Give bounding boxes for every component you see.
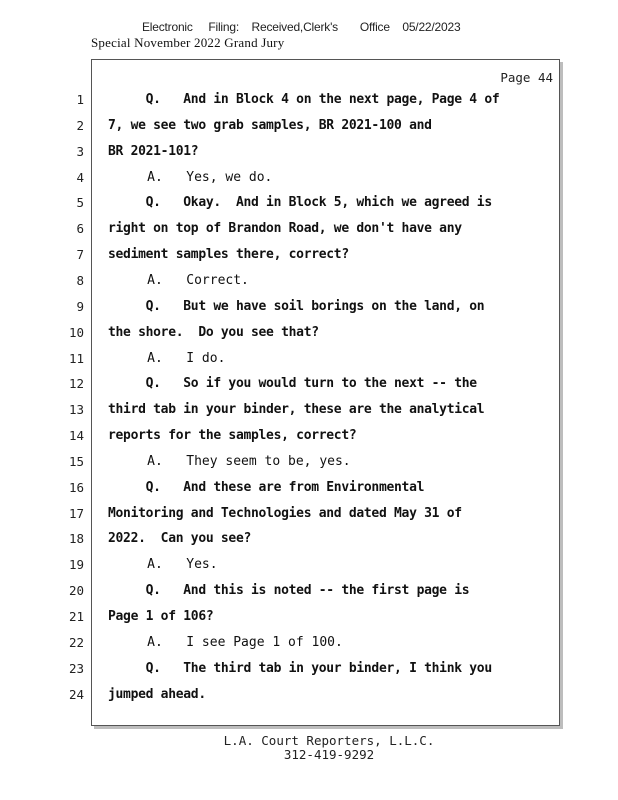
line-text: right on top of Brandon Road, we don't have any: [108, 221, 462, 236]
line-text: Q. And in Block 4 on the next page, Page 4 of: [108, 92, 500, 107]
line-number: 1: [76, 92, 84, 107]
line-number: 9: [76, 299, 84, 314]
line-text: 2022. Can you see?: [108, 531, 252, 546]
line-text: third tab in your binder, these are the analytical: [108, 402, 485, 417]
electronic-filing-stamp: Electronic Filing: Received,Clerk's Office 05/22/2023: [142, 20, 461, 34]
footer: [0, 734, 618, 762]
line-number: 18: [68, 531, 84, 546]
line-number: 20: [68, 583, 84, 598]
line-number: 17: [68, 506, 84, 521]
line-number: 6: [76, 221, 84, 236]
line-number: 10: [68, 325, 84, 340]
line-text: 7, we see two grab samples, BR 2021-100 and: [108, 118, 432, 133]
line-number: 13: [68, 402, 84, 417]
line-text: Q. And these are from Environmental: [108, 480, 425, 495]
page-number: Page 44: [500, 70, 553, 85]
line-text: the shore. Do you see that?: [108, 325, 319, 340]
line-text: Q. Okay. And in Block 5, which we agreed is: [108, 195, 492, 210]
line-text: A. I do.: [108, 351, 226, 366]
line-text: sediment samples there, correct?: [108, 247, 349, 262]
line-text: A. They seem to be, yes.: [108, 454, 351, 469]
line-number: 5: [76, 195, 84, 210]
line-number: 22: [68, 635, 84, 650]
line-number: 7: [76, 247, 84, 262]
line-number: 12: [68, 376, 84, 391]
line-text: reports for the samples, correct?: [108, 428, 357, 443]
line-number: 14: [68, 428, 84, 443]
court-reporter-phone: 312-419-9292: [283, 747, 375, 762]
line-text: Q. The third tab in your binder, I think you: [108, 661, 492, 676]
line-text: A. Yes, we do.: [108, 170, 273, 185]
line-number: 16: [68, 480, 84, 495]
line-number: 11: [68, 351, 84, 366]
line-text: Monitoring and Technologies and dated May 31 of: [108, 506, 462, 521]
line-number: 15: [68, 454, 84, 469]
line-number: 23: [68, 661, 84, 676]
line-text: A. Yes.: [108, 557, 218, 572]
court-reporter-name: L.A. Court Reporters, L.L.C.: [223, 733, 435, 748]
line-text: Q. But we have soil borings on the land, on: [108, 299, 485, 314]
line-text: A. Correct.: [108, 273, 249, 288]
line-number: 3: [76, 144, 84, 159]
line-number: 19: [68, 557, 84, 572]
line-text: Q. So if you would turn to the next -- the: [108, 376, 477, 391]
line-number: 24: [68, 687, 84, 702]
line-number: 21: [68, 609, 84, 624]
transcript-page-box: [91, 59, 560, 726]
line-number: 4: [76, 170, 84, 185]
line-number: 8: [76, 273, 84, 288]
line-text: jumped ahead.: [108, 687, 206, 702]
line-text: A. I see Page 1 of 100.: [108, 635, 343, 650]
case-title: Special November 2022 Grand Jury: [91, 35, 285, 50]
line-text: Page 1 of 106?: [108, 609, 214, 624]
line-text: BR 2021-101?: [108, 144, 199, 159]
line-number: 2: [76, 118, 84, 133]
line-text: Q. And this is noted -- the first page is: [108, 583, 470, 598]
